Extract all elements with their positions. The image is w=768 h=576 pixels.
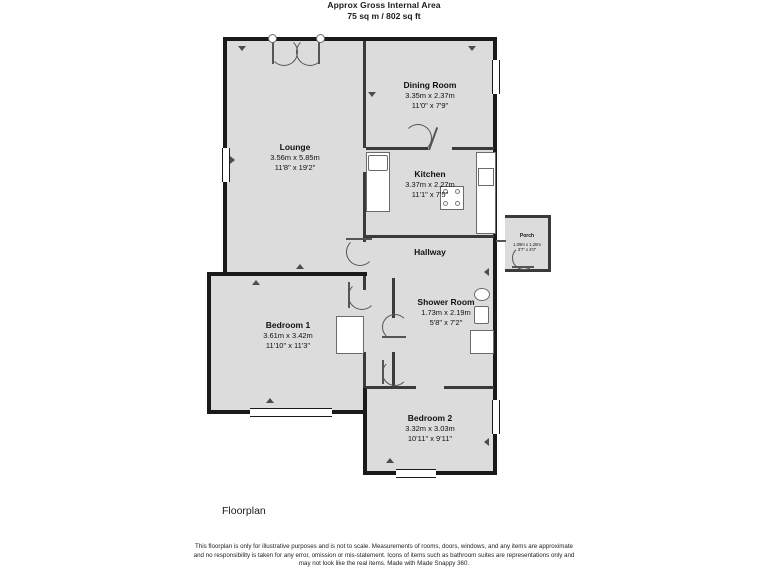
wall-shower-bedroom2-divider-right — [444, 386, 494, 389]
wall-dining-kitchen-divider-right — [452, 147, 494, 150]
dining-room-dim-imperial: 11'0" x 7'9" — [411, 101, 449, 110]
room-label-shower-room — [404, 297, 488, 329]
disclaimer-line-1: This floorplan is only for illustrative purposes and is not to scale. Measurements of rooms, doors, windows, and any items are approximate — [195, 543, 573, 550]
view-marker-bedroom2-bottom — [386, 458, 394, 463]
wall-kitchen-hallway-divider — [366, 235, 494, 238]
bedroom-2-name: Bedroom 2 — [407, 413, 453, 423]
lounge-name: Lounge — [279, 142, 311, 152]
lounge-dim-metric: 3.56m x 5.85m — [270, 152, 320, 162]
shower-room-dim-metric: 1.73m x 2.19m — [421, 307, 471, 317]
door-lounge-hallway-leaf — [346, 238, 372, 240]
wall-shower-bedroom2-divider — [366, 386, 416, 389]
porch-name: Porch — [519, 233, 535, 239]
view-marker-lounge-bottom — [296, 264, 304, 269]
porch-dim-imperial: 3'7" x 4'0" — [517, 247, 537, 252]
room-label-lounge — [235, 142, 355, 174]
view-marker-bedroom1-bottom — [266, 398, 274, 403]
wall-porch-top — [505, 215, 551, 218]
wall-hallway-shower-divider — [392, 278, 395, 318]
view-marker-bedroom1-top — [252, 280, 260, 285]
door-bedroom1-arc — [348, 282, 376, 310]
dining-room-name: Dining Room — [403, 80, 457, 90]
kitchen-dim-imperial: 11'1" x 7'5" — [411, 190, 449, 199]
wall-hallway-left-lower — [363, 352, 366, 388]
disclaimer-line-2: and no responsibility is taken for any error, omission or mis-statement. Icons of items such as bathroom suites are representations only and — [193, 551, 575, 559]
front-door-hinge-right — [316, 34, 325, 43]
disclaimer — [0, 543, 768, 569]
door-porch-leaf — [512, 266, 534, 268]
window-dining-right — [492, 60, 500, 94]
dining-room-dim-metric: 3.35m x 2.37m — [405, 90, 455, 100]
bedroom-1-name: Bedroom 1 — [265, 320, 311, 330]
porch-dim-metric: 1.09m x 1.20m — [513, 241, 541, 247]
wall-top-outer — [226, 37, 496, 41]
shower-room-shower-tray — [470, 330, 494, 354]
shower-room-name: Shower Room — [417, 297, 475, 307]
view-marker-hall-right — [484, 268, 489, 276]
room-label-bedroom-2 — [370, 413, 490, 445]
door-bedroom2-leaf — [382, 360, 384, 384]
lounge-dim-imperial: 11'8" x 19'2" — [274, 163, 316, 172]
view-marker-lounge-top — [238, 46, 246, 51]
bedroom-1-dim-imperial: 11'10" x 11'3" — [265, 341, 311, 350]
window-lounge-left — [222, 148, 230, 182]
wall-right-lower — [493, 277, 497, 475]
room-label-dining-room — [370, 80, 490, 112]
window-bedroom2-right — [492, 400, 500, 434]
hob-burner-3 — [443, 201, 448, 206]
room-label-hallway — [370, 247, 490, 258]
hallway-name: Hallway — [414, 247, 446, 257]
kitchen-name: Kitchen — [414, 169, 446, 179]
window-bedroom1-bottom — [250, 408, 332, 417]
wall-right-porch-upper — [493, 237, 497, 277]
view-marker-dining-top — [468, 46, 476, 51]
wall-lounge-bottom — [207, 272, 367, 276]
window-bedroom2-bottom — [396, 469, 436, 478]
wall-porch-bottom — [505, 269, 551, 272]
gross-area-value: 75 sq m / 802 sq ft — [347, 11, 421, 21]
door-shower-room-leaf — [382, 336, 406, 338]
bedroom-2-dim-imperial: 10'11" x 9'11" — [407, 434, 453, 443]
room-label-kitchen — [370, 169, 490, 201]
floorplan-caption: Floorplan — [222, 505, 266, 517]
wall-bedroom2-left — [363, 386, 367, 475]
gross-area-label: Approx Gross Internal Area — [327, 0, 441, 10]
room-label-porch — [505, 231, 549, 253]
wall-bedroom1-left — [207, 272, 211, 414]
shower-room-dim-imperial: 5'8" x 7'2" — [429, 318, 463, 327]
wall-lounge-dining-divider — [363, 41, 366, 148]
room-label-bedroom-1 — [228, 320, 348, 352]
hob-burner-4 — [455, 201, 460, 206]
door-bedroom2-arc — [382, 360, 408, 386]
front-door-hinge-left — [268, 34, 277, 43]
bedroom-2-dim-metric: 3.32m x 3.03m — [405, 423, 455, 433]
disclaimer-line-3: may not look like the real items. Made with Made Snappy 360. — [298, 560, 470, 567]
bedroom-1-dim-metric: 3.61m x 3.42m — [263, 330, 313, 340]
kitchen-dim-metric: 3.37m x 2.27m — [405, 179, 455, 189]
door-bedroom1-leaf — [348, 282, 350, 308]
